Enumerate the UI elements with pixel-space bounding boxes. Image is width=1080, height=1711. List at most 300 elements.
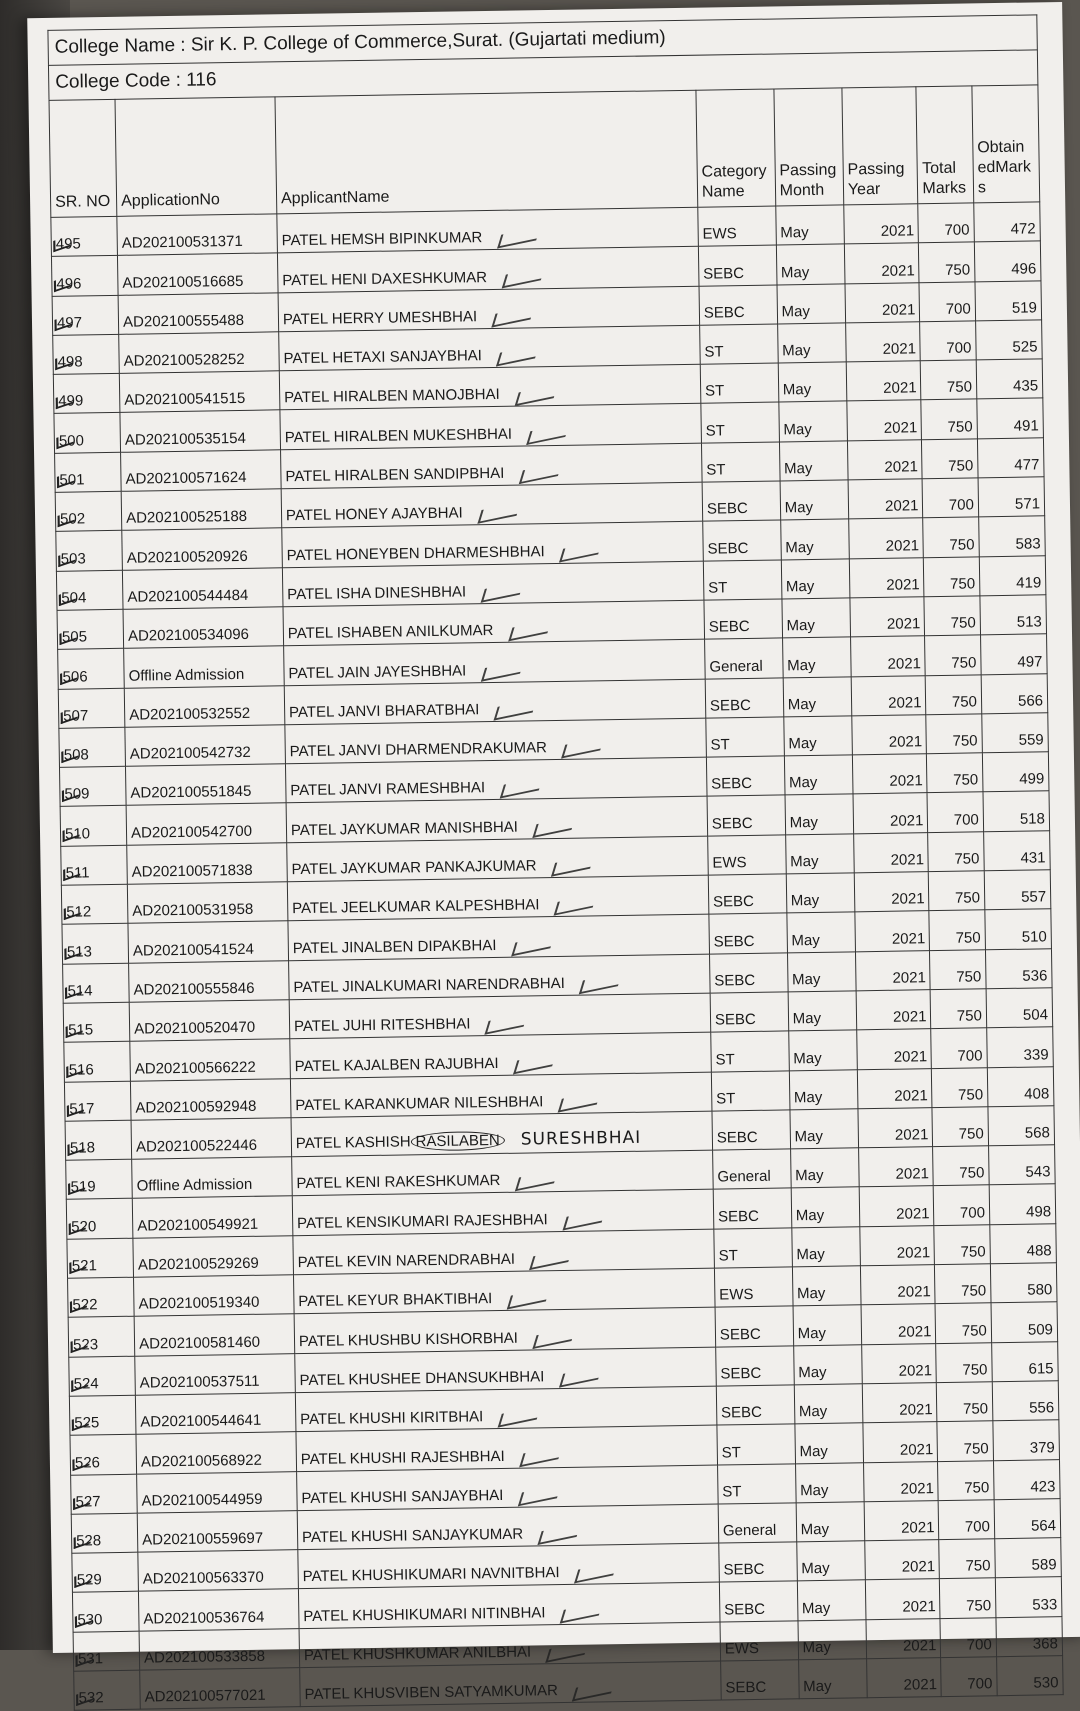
sr-no-cell — [64, 1041, 131, 1081]
passing-year-cell: 2021 — [851, 675, 926, 715]
total-marks-cell: 750 — [921, 360, 977, 400]
application-no-cell: AD202100541515 — [119, 371, 279, 413]
check-mark-icon — [477, 502, 520, 524]
passing-month-cell: May — [789, 1069, 858, 1109]
obtained-marks-cell: 583 — [979, 516, 1046, 556]
passing-month-cell: May — [796, 1502, 865, 1542]
obtained-marks-cell: 472 — [974, 202, 1041, 242]
application-no-cell: AD202100519340 — [134, 1275, 294, 1317]
sr-no-value: 495 — [55, 235, 81, 254]
obtained-marks-cell: 498 — [989, 1184, 1056, 1224]
applicant-name-value: PATEL KHUSHBU KISHORBHAI — [298, 1329, 519, 1350]
total-marks-cell: 750 — [930, 949, 986, 989]
obtained-marks-cell: 580 — [990, 1263, 1057, 1303]
sr-no-value: 511 — [65, 864, 90, 882]
total-marks-cell: 750 — [940, 1578, 996, 1618]
total-marks-cell: 700 — [923, 478, 979, 518]
check-mark-icon — [515, 1170, 558, 1192]
application-no-cell: AD202100551845 — [126, 764, 286, 806]
application-no-cell: AD202100533858 — [139, 1628, 299, 1670]
sr-no-value: 514 — [67, 982, 93, 1000]
applicant-name-value: PATEL JINALBEN DIPAKBHAI — [292, 936, 497, 957]
total-marks-cell: 750 — [927, 753, 983, 793]
passing-month-cell: May — [791, 1187, 860, 1227]
check-mark-icon — [559, 1366, 602, 1388]
application-no-cell: Offline Admission — [132, 1157, 292, 1199]
application-no-cell: AD202100516685 — [118, 253, 278, 295]
passing-year-cell: 2021 — [865, 1579, 940, 1619]
col-passing-year: Passing Year — [842, 87, 918, 205]
passing-month-cell: May — [775, 205, 844, 245]
applicant-name-cell — [298, 1582, 720, 1628]
sr-no-value: 509 — [64, 785, 90, 804]
passing-year-cell: 2021 — [866, 1658, 941, 1698]
circled-name-part: RASILABEN — [410, 1131, 504, 1151]
applicant-name-value: PATEL KHUSHIKUMARI NITINBHAI — [303, 1603, 546, 1625]
check-mark-icon — [560, 1602, 603, 1624]
applicant-name-value: PATEL KEVIN NARENDRABHAI — [297, 1250, 516, 1272]
category-cell: ST — [717, 1424, 795, 1465]
total-marks-cell: 750 — [926, 674, 982, 714]
total-marks-cell: 750 — [929, 871, 985, 911]
check-mark-icon — [514, 384, 557, 406]
application-no-cell: AD202100522446 — [131, 1118, 291, 1160]
applicant-name-value: PATEL HONEYBEN DHARMESHBHAI — [286, 542, 545, 564]
applicant-name-cell — [278, 286, 700, 332]
category-cell: ST — [711, 1070, 789, 1111]
category-cell: ST — [701, 442, 779, 483]
total-marks-cell: 750 — [939, 1539, 995, 1579]
applicant-name-value: PATEL JANVI RAMESHBHAI — [290, 779, 486, 800]
total-marks-cell: 700 — [941, 1657, 997, 1697]
application-no-cell: AD202100531371 — [117, 214, 277, 256]
total-marks-cell: 700 — [934, 1185, 990, 1225]
obtained-marks-cell: 510 — [985, 909, 1052, 949]
sr-no-cell — [64, 1081, 131, 1121]
sr-no-cell — [69, 1395, 136, 1435]
check-mark-icon — [558, 1091, 601, 1113]
sr-no-value: 506 — [62, 667, 88, 686]
applicant-name-value: PATEL KENSIKUMARI RAJESHBHAI — [296, 1210, 548, 1232]
passing-year-cell: 2021 — [856, 990, 931, 1030]
passing-month-cell: May — [780, 480, 849, 520]
total-marks-cell: 750 — [924, 557, 980, 597]
sr-no-cell — [74, 1670, 141, 1710]
category-cell: EWS — [714, 1267, 792, 1308]
obtained-marks-cell: 431 — [983, 831, 1050, 871]
sr-no-value: 504 — [61, 589, 87, 607]
applicant-name-cell — [284, 639, 706, 685]
total-marks-cell: 700 — [939, 1500, 995, 1540]
passing-year-cell: 2021 — [863, 1422, 938, 1462]
col-sr-no: SR. NO — [49, 99, 117, 217]
total-marks-cell: 750 — [933, 1146, 989, 1186]
sr-no-cell — [53, 374, 120, 414]
total-marks-cell: 750 — [919, 242, 975, 282]
application-no-cell: AD202100520470 — [129, 1000, 289, 1042]
passing-year-cell: 2021 — [854, 872, 929, 912]
passing-year-cell: 2021 — [858, 1107, 933, 1147]
category-cell: SEBC — [719, 1581, 797, 1622]
application-no-cell: AD202100542700 — [126, 803, 286, 845]
passing-year-cell: 2021 — [849, 518, 924, 558]
category-cell: SEBC — [719, 1542, 797, 1583]
college-name: College Name : Sir K. P. College of Commerce,Surat. (Gujartati medium) — [47, 14, 1037, 65]
category-cell: SEBC — [709, 953, 787, 994]
applicant-name-cell — [279, 325, 701, 371]
applicant-name-cell — [279, 364, 701, 410]
category-cell: ST — [701, 402, 779, 443]
passing-month-cell: May — [786, 873, 855, 913]
col-obtained-marks: Obtain edMark s — [972, 85, 1040, 203]
passing-year-cell: 2021 — [865, 1540, 940, 1580]
total-marks-cell: 750 — [926, 714, 982, 754]
applicant-name-cell — [287, 875, 709, 921]
col-passing-month: Passing Month — [774, 88, 844, 206]
check-mark-icon — [562, 1208, 605, 1230]
applicant-name-cell — [299, 1622, 721, 1668]
applicant-name-cell — [295, 1386, 717, 1432]
obtained-marks-cell: 530 — [996, 1656, 1063, 1696]
application-no-cell: AD202100571624 — [121, 450, 281, 492]
category-cell: SEBC — [702, 481, 780, 522]
applicant-name-value: PATEL HIRALBEN MANOJBHAI — [284, 386, 500, 407]
applicant-name-value: PATEL KHUSVIBEN SATYAMKUMAR — [304, 1682, 559, 1704]
obtained-marks-cell: 497 — [980, 634, 1047, 674]
application-no-cell: AD202100532552 — [124, 685, 284, 727]
sr-no-cell — [59, 727, 126, 767]
passing-month-cell: May — [782, 598, 851, 638]
category-cell: ST — [700, 324, 778, 365]
passing-month-cell: May — [787, 951, 856, 991]
applicant-name-cell — [288, 954, 710, 1000]
passing-year-cell: 2021 — [857, 1068, 932, 1108]
application-no-cell: AD202100542732 — [125, 725, 285, 767]
total-marks-cell: 750 — [924, 596, 980, 636]
sr-no-cell — [55, 491, 122, 531]
sr-no-cell — [63, 1002, 130, 1042]
applicant-name-cell — [292, 1150, 714, 1196]
sr-no-cell — [65, 1120, 132, 1160]
applicant-name-value: PATEL KARANKUMAR NILESHBHAI — [295, 1093, 544, 1114]
applicant-name-value: PATEL HIRALBEN MUKESHBHAI — [284, 425, 513, 447]
category-cell: SEBC — [699, 285, 777, 326]
applicant-name-cell — [281, 482, 703, 528]
sr-no-value: 521 — [71, 1257, 97, 1275]
application-no-cell: AD202100528252 — [119, 332, 279, 374]
check-mark-icon — [519, 462, 562, 484]
check-mark-icon — [511, 934, 554, 956]
applicant-name-cell — [295, 1347, 717, 1393]
col-applicant-name: ApplicantName — [275, 90, 698, 214]
sr-no-cell — [71, 1513, 138, 1553]
applicant-name-value: PATEL HENI DAXESHKUMAR — [282, 268, 488, 289]
total-marks-cell: 700 — [940, 1617, 996, 1657]
passing-month-cell: May — [781, 559, 850, 599]
sr-no-value: 501 — [59, 471, 85, 489]
application-no-cell: AD202100535154 — [120, 410, 280, 452]
obtained-marks-cell: 556 — [992, 1381, 1059, 1421]
applicant-name-cell — [282, 561, 704, 607]
sr-no-value: 527 — [75, 1493, 101, 1511]
obtained-marks-cell: 615 — [992, 1341, 1059, 1381]
total-marks-cell: 700 — [927, 792, 983, 832]
obtained-marks-cell: 491 — [977, 398, 1044, 438]
applicant-name-value: PATEL HETAXI SANJAYBHAI — [283, 347, 483, 368]
sr-no-value: 516 — [68, 1060, 94, 1079]
applicant-name-cell — [293, 1268, 715, 1314]
obtained-marks-cell: 557 — [984, 870, 1051, 910]
check-mark-icon — [513, 1052, 556, 1074]
check-mark-icon — [518, 1484, 561, 1506]
obtained-marks-cell: 339 — [987, 1027, 1054, 1067]
applicant-name-cell — [290, 1032, 712, 1078]
applicant-name-value: PATEL KASHISH — [295, 1133, 411, 1153]
category-cell: SEBC — [707, 795, 785, 836]
applicant-name-cell — [294, 1307, 716, 1353]
application-no-cell: AD202100559697 — [137, 1510, 297, 1552]
passing-month-cell: May — [784, 755, 853, 795]
document-page — [27, 2, 1080, 1707]
passing-year-cell: 2021 — [844, 243, 919, 283]
check-mark-icon — [532, 1327, 575, 1349]
applicant-name-cell — [280, 443, 702, 489]
obtained-marks-cell: 408 — [987, 1066, 1054, 1106]
obtained-marks-cell: 419 — [979, 555, 1046, 595]
passing-year-cell: 2021 — [862, 1343, 937, 1383]
passing-year-cell: 2021 — [857, 1029, 932, 1069]
sr-no-value: 524 — [73, 1375, 99, 1393]
sr-no-cell — [56, 570, 123, 610]
applicant-name-value: PATEL ISHABEN ANILKUMAR — [287, 622, 494, 643]
obtained-marks-cell: 589 — [995, 1538, 1062, 1578]
obtained-marks-cell: 559 — [982, 713, 1049, 753]
passing-month-cell: May — [790, 1109, 859, 1149]
check-mark-icon — [538, 1523, 581, 1545]
sr-no-value: 528 — [76, 1532, 102, 1550]
sr-no-cell — [61, 845, 128, 885]
sr-no-value: 518 — [69, 1139, 96, 1157]
obtained-marks-cell: 533 — [995, 1577, 1062, 1617]
applicant-name-value: PATEL KENI RAKESHKUMAR — [296, 1172, 501, 1193]
sr-no-value: 526 — [74, 1453, 101, 1472]
category-cell: EWS — [720, 1621, 798, 1662]
passing-year-cell: 2021 — [853, 793, 928, 833]
sr-no-value: 503 — [60, 550, 86, 568]
obtained-marks-cell: 368 — [996, 1616, 1063, 1656]
applicant-name-cell — [283, 600, 705, 646]
sr-no-value: 523 — [72, 1335, 99, 1354]
obtained-marks-cell: 509 — [991, 1302, 1058, 1342]
check-mark-icon — [499, 777, 542, 799]
passing-year-cell: 2021 — [850, 636, 925, 676]
passing-year-cell: 2021 — [852, 715, 927, 755]
obtained-marks-cell: 488 — [990, 1223, 1057, 1263]
passing-month-cell: May — [798, 1659, 867, 1699]
check-mark-icon — [574, 1562, 617, 1584]
sr-no-value: 532 — [78, 1689, 104, 1707]
passing-month-cell: May — [798, 1619, 867, 1659]
sr-no-value: 520 — [71, 1218, 97, 1236]
category-cell: SEBC — [703, 520, 781, 561]
applicant-name-value: PATEL JUHI RITESHBHAI — [293, 1015, 471, 1036]
check-mark-icon — [551, 855, 594, 877]
passing-year-cell: 2021 — [845, 322, 920, 362]
sr-no-value: 522 — [72, 1296, 98, 1314]
sr-no-cell — [72, 1592, 139, 1632]
obtained-marks-cell: 504 — [986, 988, 1053, 1028]
sr-no-value: 508 — [63, 746, 89, 764]
sr-no-value: 519 — [70, 1178, 96, 1197]
check-mark-icon — [529, 1248, 572, 1270]
applicant-name-cell — [296, 1425, 718, 1471]
applicant-name-value: PATEL KHUSHKUMAR ANILBHAI — [303, 1643, 532, 1665]
obtained-marks-cell: 518 — [983, 791, 1050, 831]
category-cell: SEBC — [706, 756, 784, 797]
application-no-cell: AD202100544641 — [135, 1393, 295, 1435]
applicant-name-cell — [289, 993, 711, 1039]
total-marks-cell: 700 — [931, 1028, 987, 1068]
sr-no-value: 507 — [63, 707, 89, 725]
applicant-name-cell — [297, 1504, 719, 1550]
passing-month-cell: May — [779, 401, 848, 441]
check-mark-icon — [507, 1288, 550, 1310]
sr-no-cell — [55, 452, 122, 492]
applicant-name-value: PATEL JINALKUMARI NARENDRABHAI — [293, 974, 565, 997]
check-mark-icon — [497, 227, 540, 249]
sr-no-value: 515 — [67, 1021, 94, 1039]
application-no-cell: AD202100525188 — [121, 489, 281, 531]
applicant-name-value: PATEL KHUSHEE DHANSUKHBHAI — [299, 1368, 545, 1390]
obtained-marks-cell: 379 — [993, 1420, 1060, 1460]
total-marks-cell: 750 — [921, 399, 977, 439]
applicant-name-value: PATEL HIRALBEN SANDIPBHAI — [285, 464, 505, 486]
check-mark-icon — [532, 816, 575, 838]
passing-year-cell: 2021 — [859, 1186, 934, 1226]
sr-no-cell — [68, 1277, 135, 1317]
check-mark-icon — [494, 699, 537, 721]
category-cell: SEBC — [716, 1345, 794, 1386]
application-no-cell: AD202100555488 — [118, 292, 278, 334]
application-no-cell: AD202100577021 — [140, 1668, 300, 1710]
passing-month-cell: May — [794, 1384, 863, 1424]
applicant-name-cell — [285, 718, 707, 764]
passing-year-cell: 2021 — [847, 440, 922, 480]
sr-no-cell — [57, 609, 124, 649]
sr-no-cell — [69, 1356, 136, 1396]
passing-year-cell: 2021 — [858, 1147, 933, 1187]
applicant-name-value: PATEL JAIN JAYESHBHAI — [288, 661, 467, 682]
application-no-cell: AD202100537511 — [135, 1353, 295, 1395]
sr-no-cell — [66, 1159, 133, 1199]
applicant-name-cell — [282, 522, 704, 568]
sr-no-value: 510 — [64, 825, 91, 843]
passing-year-cell: 2021 — [855, 911, 930, 951]
category-cell: General — [712, 1149, 790, 1190]
application-no-cell: AD202100531958 — [127, 882, 287, 924]
passing-month-cell: May — [790, 1148, 859, 1188]
total-marks-cell: 750 — [938, 1460, 994, 1500]
sr-no-cell — [51, 256, 118, 296]
category-cell: SEBC — [712, 1110, 790, 1151]
sr-no-value: 500 — [58, 432, 85, 450]
passing-year-cell: 2021 — [860, 1265, 935, 1305]
applicant-name-cell — [288, 914, 710, 960]
obtained-marks-cell: 435 — [976, 359, 1043, 399]
applicant-name-cell — [297, 1465, 719, 1511]
category-cell: ST — [703, 560, 781, 601]
application-no-cell: AD202100592948 — [130, 1078, 290, 1120]
total-marks-cell: 700 — [918, 203, 974, 243]
applicant-name-cell — [277, 207, 699, 253]
passing-month-cell: May — [792, 1266, 861, 1306]
total-marks-cell: 750 — [923, 517, 979, 557]
passing-year-cell: 2021 — [852, 754, 927, 794]
check-mark-icon — [498, 1406, 541, 1428]
applicant-name-cell — [300, 1661, 722, 1707]
sr-no-cell — [53, 334, 120, 374]
passing-year-cell: 2021 — [848, 479, 923, 519]
total-marks-cell: 700 — [919, 281, 975, 321]
applicant-name-value: PATEL KAJALBEN RAJUBHAI — [294, 1054, 499, 1075]
col-application-no: ApplicationNo — [115, 97, 277, 216]
sr-no-value: 499 — [58, 392, 84, 411]
category-cell: ST — [711, 1031, 789, 1072]
application-no-cell: AD202100581460 — [134, 1314, 294, 1356]
total-marks-cell: 750 — [936, 1342, 992, 1382]
check-mark-icon — [526, 423, 569, 445]
total-marks-cell: 750 — [929, 910, 985, 950]
category-cell: ST — [717, 1463, 795, 1504]
applicant-name-cell — [284, 679, 706, 725]
table-header-row — [49, 85, 1040, 218]
category-cell: ST — [700, 363, 778, 404]
application-no-cell: AD202100541524 — [128, 921, 288, 963]
sr-no-cell — [52, 295, 119, 335]
applicant-name-value: PATEL HEMSH BIPINKUMAR — [281, 229, 483, 250]
sr-no-value: 498 — [57, 353, 83, 371]
applicant-name-value: PATEL JAYKUMAR MANISHBHAI — [290, 818, 519, 839]
sr-no-value: 502 — [59, 510, 86, 529]
application-no-cell: AD202100544484 — [122, 567, 282, 609]
sr-no-value: 505 — [61, 628, 88, 647]
applicant-name-value: PATEL JANVI DHARMENDRAKUMAR — [289, 739, 548, 761]
applicant-name-cell — [298, 1543, 720, 1589]
sr-no-value: 531 — [77, 1650, 104, 1668]
applicant-name-cell — [285, 757, 707, 803]
passing-month-cell: May — [795, 1462, 864, 1502]
category-cell: SEBC — [720, 1660, 798, 1701]
sr-no-cell — [58, 649, 125, 689]
passing-month-cell: May — [796, 1541, 865, 1581]
passing-month-cell: May — [793, 1305, 862, 1345]
total-marks-cell: 750 — [922, 439, 978, 479]
passing-year-cell: 2021 — [850, 597, 925, 637]
category-cell: SEBC — [709, 913, 787, 954]
obtained-marks-cell: 499 — [982, 752, 1049, 792]
sr-no-value: 496 — [56, 275, 82, 293]
category-cell: SEBC — [704, 599, 782, 640]
applicant-name-cell — [280, 404, 702, 450]
applicant-name-cell — [286, 797, 708, 843]
applicant-name-value: PATEL KHUSHIKUMARI NAVNITBHAI — [302, 1564, 560, 1586]
obtained-marks-cell: 513 — [980, 595, 1047, 635]
check-mark-icon — [481, 660, 524, 682]
check-mark-icon — [554, 894, 597, 916]
category-cell: SEBC — [710, 992, 788, 1033]
applicant-name-value: PATEL KHUSHI RAJESHBHAI — [300, 1447, 505, 1468]
sr-no-cell — [63, 963, 130, 1003]
